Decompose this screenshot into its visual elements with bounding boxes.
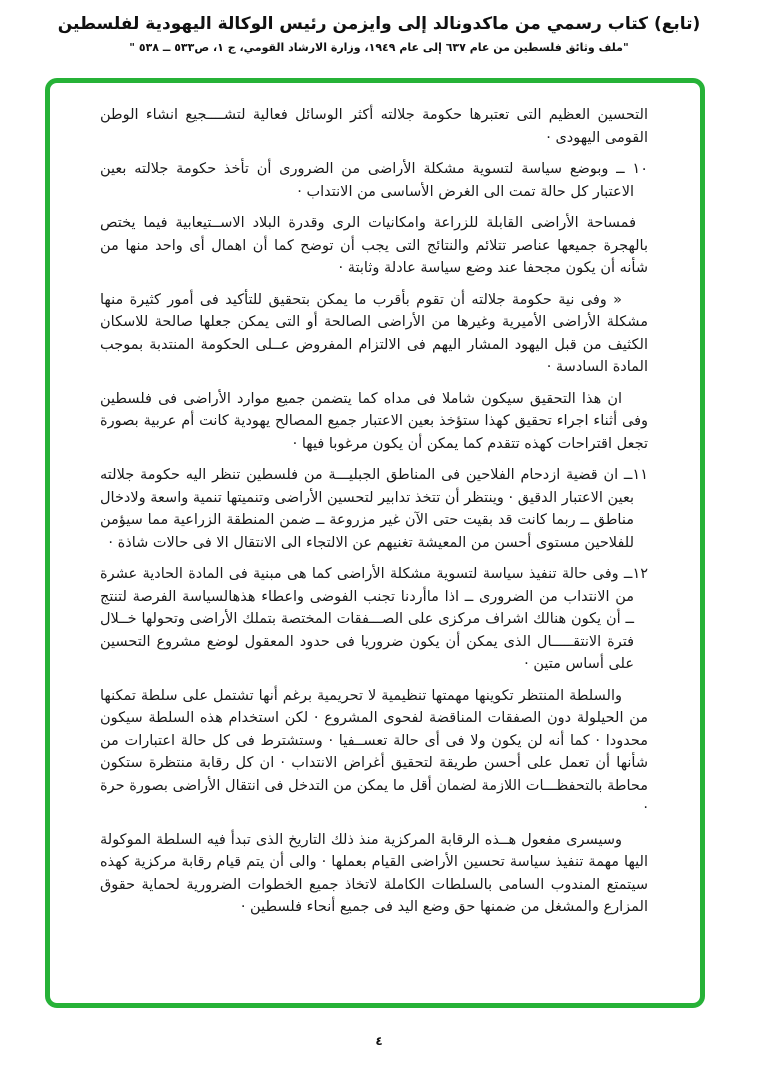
paragraph: ان هذا التحقيق سيكون شاملا فى مداه كما يتضمن جميع موارد الأراضى فى فلسطين وفى أثناء اجراء تحقيق كهذا ستؤخذ بعين الاعتبار جميع المصالح يهودية كانت أم عربية بصورة تجعل اقتراحات كهذه تتقدم كما يمكن أن يكون مرغوبا فيها ·	[100, 390, 648, 452]
paragraph-number: ١٠ ــ	[608, 161, 648, 177]
document-header	[0, 12, 758, 56]
document-text	[100, 104, 648, 919]
document-subtitle: "ملف وثائق فلسطين من عام ٦٣٧ إلى عام ١٩٤٩، وزارة الارشاد القومي، ج ١، ص٥٣٣ ــ ٥٣٨ "	[129, 41, 629, 54]
paragraph: وسيسرى مفعول هــذه الرقابة المركزية منذ ذلك التاريخ الذى تبدأ فيه السلطة الموكولة اليها مهمة تنفيذ سياسة تحسين الأراضى القيام بعملها · والى أن يتم قيام رقابة مركزية كهذه سيتمتع المندوب السامى بالسلطات الكاملة لاتخاذ جميع الخطوات الضرورية لحماية حقوق المزارع والمشغل من ضمنها حق وضع اليد فى جميع أنحاء فلسطين ·	[100, 831, 648, 915]
paragraph: ١٠ ــ وبوضع سياسة لتسوية مشكلة الأراضى من الضرورى أن تأخذ حكومة جلالته بعين الاعتبار كل حالة تمت الى الغرض الأساسى من الانتداب ·	[100, 161, 648, 200]
paragraph: التحسين العظيم التى تعتبرها حكومة جلالته أكثر الوسائل فعالية لتشــــجيع انشاء الوطن القومى اليهودى ·	[100, 107, 648, 146]
paragraph-number: ١٢ــ	[618, 566, 649, 582]
document-footer	[0, 1030, 758, 1049]
paragraph: والسلطة المنتظر تكوينها مهمتها تنظيمية لا تحريمية برغم أنها تشتمل على سلطة تمكنها من الحيلولة دون الصفقات المناقضة لفحوى المشروع · لكن استخدام هذه السلطة سيكون محدودا · كما أنه لن يكون ولا فى أى حالة تعســفيا · وستشترط فى كل حالة اعتبارات من شأنها أن تعمل على أحسن طريقة لتحقيق أغراض الانتداب · ان كل رقابة منتظرة ستكون محاطة بالتحفظـــات اللازمة لضمان أقل ما يمكن من التدخل فى انتقال الأراضى بصورة حرة ·	[100, 687, 648, 816]
paragraph: ١١ــ ان قضية ازدحام الفلاحين فى المناطق الجبليـــة من فلسطين تنظر اليه حكومة جلالته بعين الاعتبار الدقيق · وينتظر أن تتخذ تدابير لتحسين الأراضى وتنميتها تنمية واسعة ولادخال مناطق ــ ربما كانت قد بقيت حتى الآن غير مزروعة ــ ضمن المنطقة الزراعية مما سيؤمن للفلاحين مستوى أحسن من المعيشة تغنيهم عن الالتجاء الى الانتقال الا فى حالات شاذة ·	[100, 467, 648, 551]
paragraph-number: ١١ــ	[618, 467, 648, 483]
page-number: ٤	[375, 1034, 383, 1048]
paragraph: فمساحة الأراضى القابلة للزراعة وامكانيات الرى وقدرة البلاد الاســتيعابية فيما يختص بالهجرة جميعها عناصر تتلائم والنتائج التى يجب أن توضح كما أن اهمال أى واحد منها من شأنه أن يكون مجحفا عند وضع سياسة عادلة وثابتة ·	[100, 215, 648, 276]
paragraph: ١٢ــ وفى حالة تنفيذ سياسة لتسوية مشكلة الأراضى كما هى مبنية فى المادة الحادية عشرة من الانتداب من الضرورى ــ اذا ماأردنا تجنب الفوضى واعطاء هذهالسياسة الفرصة لتنتج ــ أن يكون هنالك اشراف مركزى على الصـــفقات المختصة بتملك الأراضى وتحولها خــلال فترة الانتقـــــال الذى يمكن أن يكون ضروريا فى حدود المعقول لوضع مشروع التحسين على أساس متين ·	[100, 566, 649, 672]
paragraph: « وفى نية حكومة جلالته أن تقوم بأقرب ما يمكن بتحقيق للتأكيد فى أمور كثيرة منها مشكلة الأراضى الأميرية وغيرها من الأراضى الصالحة أو التى يمكن جعلها صالحة للاسكان الكثيف من قبل اليهود المشار اليهم فى الالتزام المفروض عــلى الحكومة المنتدبة بموجب المادة السادسة ·	[100, 291, 648, 375]
document-title: (تابع) كتاب رسمي من ماكدونالد إلى وايزمن رئيس الوكالة اليهودية لفلسطين	[57, 14, 701, 34]
document-body-frame	[45, 78, 705, 1008]
